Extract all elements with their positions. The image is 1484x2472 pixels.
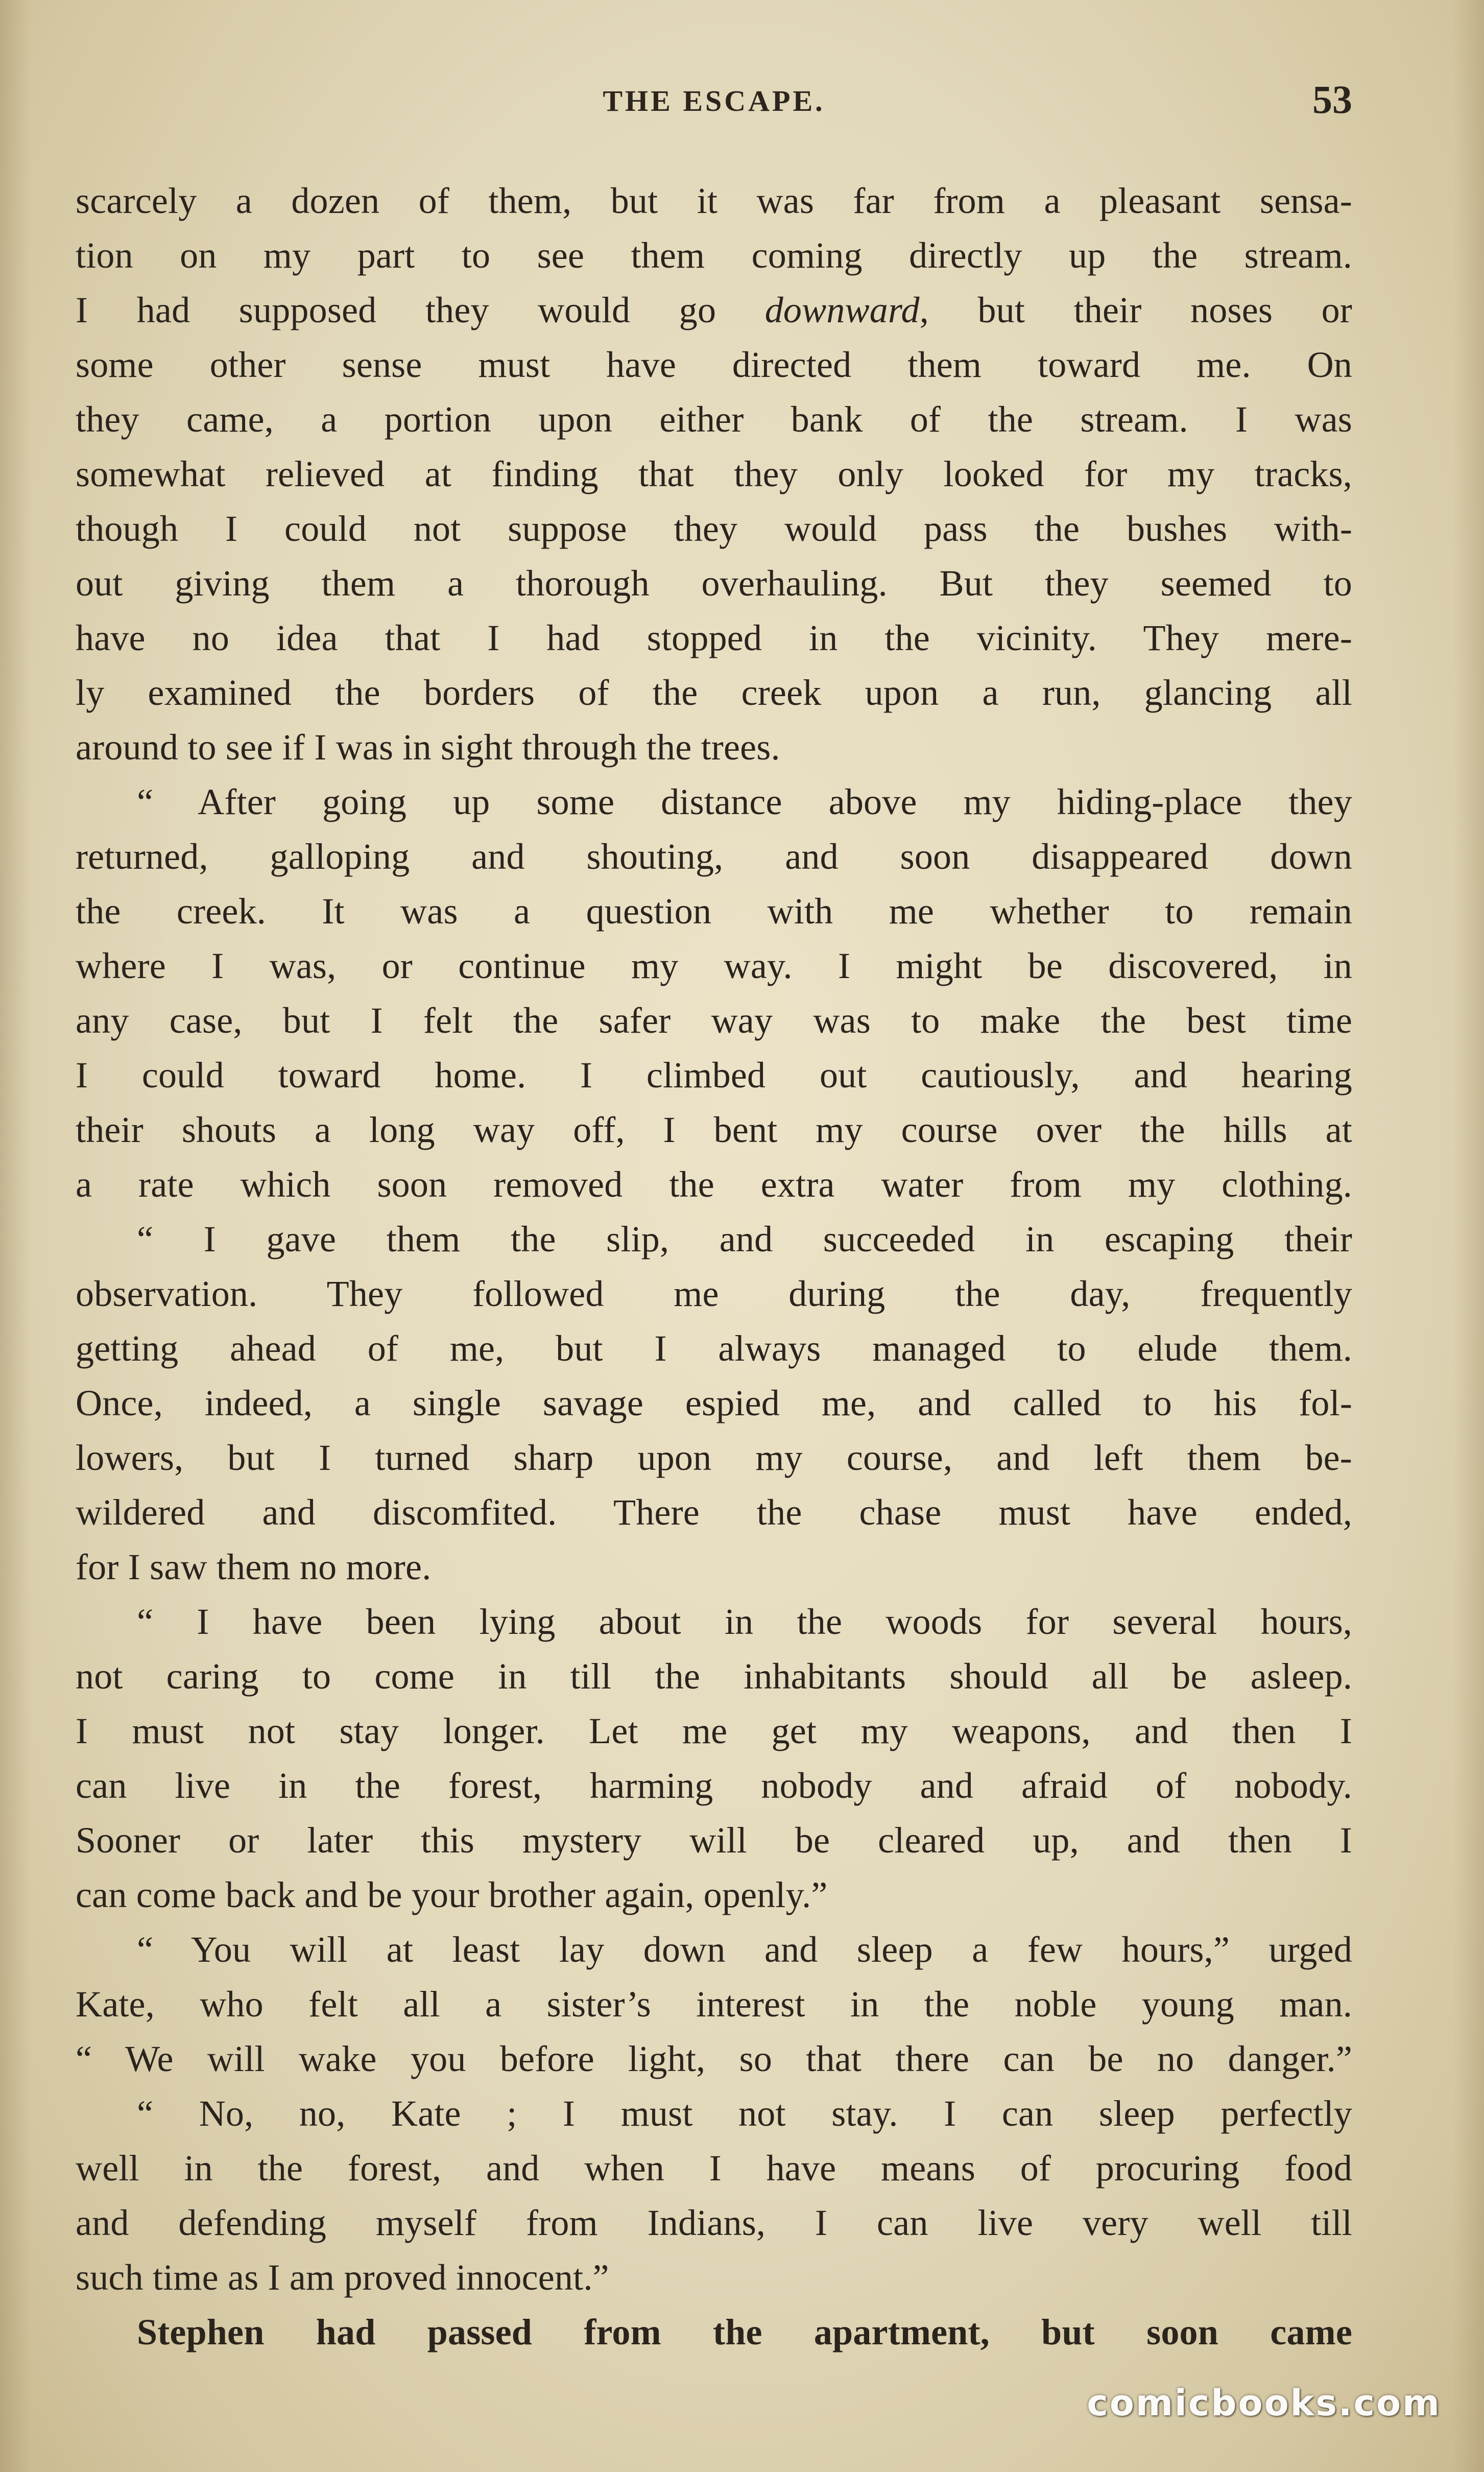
text-line: out giving them a thorough overhauling. But they seemed to [76,563,1352,604]
text-line: around to see if I was in sight through the trees. [76,727,780,768]
text-line: I must not stay longer. Let me get my weapons, and then I [76,1710,1352,1751]
emphasis: downward [764,290,920,330]
text-line: “ After going up some distance above my hiding-place they [137,781,1352,822]
page-number: 53 [1312,77,1352,122]
page-edge-left [0,0,31,2472]
text-line: such time as I am proved innocent.” [76,2257,609,2298]
text-line: Sooner or later this mystery will be cleared up, and then I [76,1820,1352,1861]
text-line: Kate, who felt all a sister’s interest in the noble young man. [76,1984,1352,2025]
text-line: where I was, or continue my way. I might be discovered, in [76,945,1352,986]
text-line: Once, indeed, a single savage espied me, and called to his fol- [76,1383,1352,1423]
running-title: THE ESCAPE. [603,84,825,117]
text-line: getting ahead of me, but I always managed to elude them. [76,1328,1352,1369]
text-line: and defending myself from Indians, I can live very well till [76,2202,1352,2243]
text-line: wildered and discomfited. There the chase must have ended, [76,1492,1352,1533]
text-line: ly examined the borders of the creek upon a run, glancing all [76,672,1352,713]
text-line: a rate which soon removed the extra water from my clothing. [76,1164,1352,1205]
text-line: they came, a portion upon either bank of the stream. I was [76,399,1352,440]
text-line: scarcely a dozen of them, but it was far from a pleasant sensa- [76,180,1352,221]
text-line: for I saw them no more. [76,1547,432,1587]
page-header [76,77,1352,123]
text-line: well in the forest, and when I have means of procuring food [76,2148,1352,2189]
text-line: returned, galloping and shouting, and soon disappeared down [76,836,1352,877]
text-line: have no idea that I had stopped in the vicinity. They mere- [76,617,1352,658]
text-line: “ I gave them the slip, and succeeded in escaping their [137,1219,1352,1259]
text-line: any case, but I felt the safer way was to make the best time [76,1000,1352,1041]
watermark: comicbooks.com [1087,2382,1441,2424]
text-line: tion on my part to see them coming directly up the stream. [76,235,1352,276]
text-line: Stephen had passed from the apartment, but soon came [137,2312,1352,2352]
text-line: can live in the forest, harming nobody and afraid of nobody. [76,1765,1352,1806]
text-line: somewhat relieved at finding that they only looked for my tracks, [76,454,1352,494]
body-text [76,174,1352,2360]
text-line: can come back and be your brother again, openly.” [76,1874,828,1915]
text-line: “ You will at least lay down and sleep a few hours,” urged [137,1929,1352,1970]
text-line: I could toward home. I climbed out cautiously, and hearing [76,1055,1352,1096]
text-line: “ I have been lying about in the woods for several hours, [137,1601,1352,1642]
text-line: some other sense must have directed them toward me. On [76,344,1352,385]
text-line: the creek. It was a question with me whether to remain [76,891,1352,932]
page-edge-right [1453,0,1484,2472]
text-line: “ No, no, Kate ; I must not stay. I can sleep perfectly [137,2093,1352,2134]
text-line: observation. They followed me during the day, frequently [76,1273,1352,1314]
text-line: though I could not suppose they would pass the bushes with- [76,508,1352,549]
text-line: not caring to come in till the inhabitants should all be asleep. [76,1656,1352,1697]
text-line: lowers, but I turned sharp upon my course, and left them be- [76,1437,1352,1478]
text-line: I had supposed they would go downward, but their noses or [76,290,1352,330]
text-line: their shouts a long way off, I bent my course over the hills at [76,1109,1352,1150]
text-line: “ We will wake you before light, so that there can be no danger.” [76,2038,1352,2079]
